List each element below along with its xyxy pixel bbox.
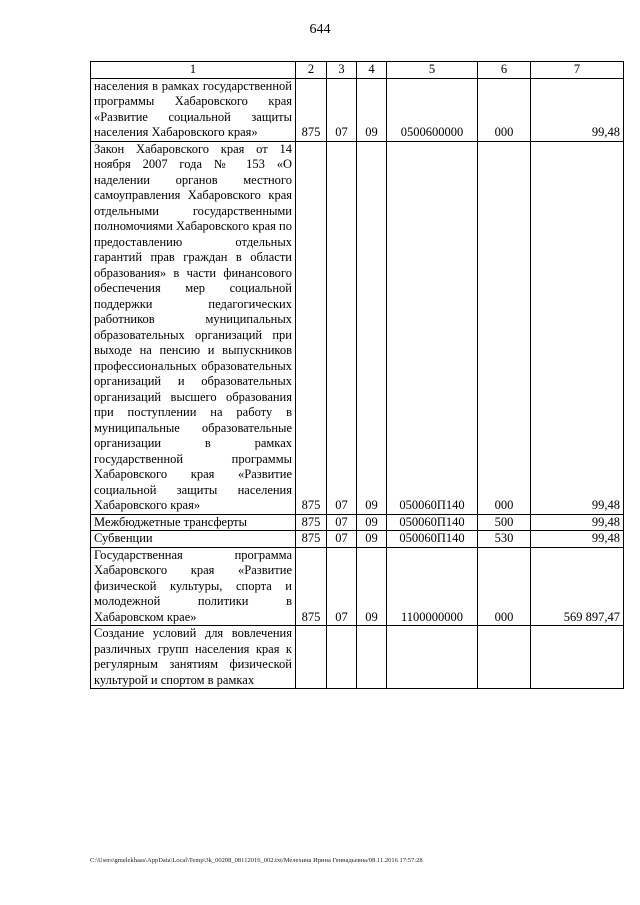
row-code-5: 050060П140 — [387, 514, 478, 531]
col-header-1: 1 — [91, 62, 296, 79]
row-code-5 — [387, 626, 478, 689]
row-amount: 99,48 — [531, 78, 624, 141]
row-code-6: 000 — [478, 547, 531, 626]
row-code-5: 0500600000 — [387, 78, 478, 141]
row-code-3: 07 — [327, 547, 357, 626]
col-header-6: 6 — [478, 62, 531, 79]
row-description: населения в рамках государственной программы Хабаровского края «Развитие социальной защиты населения Хабаровского края» — [91, 78, 296, 141]
col-header-5: 5 — [387, 62, 478, 79]
row-code-6 — [478, 626, 531, 689]
col-header-7: 7 — [531, 62, 624, 79]
row-code-3: 07 — [327, 531, 357, 548]
row-code-5: 050060П140 — [387, 141, 478, 514]
row-code-2: 875 — [296, 78, 327, 141]
row-code-2: 875 — [296, 141, 327, 514]
row-code-3 — [327, 626, 357, 689]
table-row — [91, 78, 624, 141]
row-amount — [531, 626, 624, 689]
row-code-6: 000 — [478, 78, 531, 141]
row-code-3: 07 — [327, 78, 357, 141]
row-description: Закон Хабаровского края от 14 ноября 2007 года № 153 «О наделении органов местного самоуправления Хабаровского края отдельными государственными полномочиями Хабаровского края по предоставлению отдельных гарантий прав граждан в области образования» в части финансового обеспечения мер социальной поддержки педагогических работников муниципальных образовательных организаций при выходе на пенсию и выпускников профессиональных образовательных организаций и образовательных организаций высшего образования при поступлении на работу в муниципальные образовательные организации в рамках государственной программы Хабаровского края «Развитие социальной защиты населения Хабаровского края» — [91, 141, 296, 514]
row-code-4: 09 — [357, 547, 387, 626]
table-row — [91, 514, 624, 531]
table-row — [91, 626, 624, 689]
row-code-5: 1100000000 — [387, 547, 478, 626]
row-code-2 — [296, 626, 327, 689]
page-number: 644 — [309, 22, 331, 37]
row-code-2: 875 — [296, 531, 327, 548]
file-path-footer: C:\Users\gmelekhaas\AppData\Local\Temp\3k_00208_08112016_002.txt/Мелехина Ирина Геннадьевна/08.11.2016 17:57:28 — [90, 857, 423, 864]
row-description: Субвенции — [91, 531, 296, 548]
row-code-3: 07 — [327, 514, 357, 531]
row-amount: 99,48 — [531, 141, 624, 514]
row-code-5: 050060П140 — [387, 531, 478, 548]
row-amount: 99,48 — [531, 514, 624, 531]
row-amount: 569 897,47 — [531, 547, 624, 626]
row-code-6: 500 — [478, 514, 531, 531]
col-header-3: 3 — [327, 62, 357, 79]
row-amount: 99,48 — [531, 531, 624, 548]
row-code-3: 07 — [327, 141, 357, 514]
row-description: Межбюджетные трансферты — [91, 514, 296, 531]
row-code-6: 000 — [478, 141, 531, 514]
col-header-4: 4 — [357, 62, 387, 79]
table-row — [91, 141, 624, 514]
row-code-4: 09 — [357, 141, 387, 514]
row-description: Создание условий для вовлечения различных групп населения края к регулярным занятиям физической культурой и спортом в рамках — [91, 626, 296, 689]
row-description: Государственная программа Хабаровского края «Развитие физической культуры, спорта и молодежной политики в Хабаровском крае» — [91, 547, 296, 626]
table-header-row — [91, 62, 624, 79]
row-code-2: 875 — [296, 514, 327, 531]
row-code-4: 09 — [357, 514, 387, 531]
col-header-2: 2 — [296, 62, 327, 79]
row-code-2: 875 — [296, 547, 327, 626]
row-code-4 — [357, 626, 387, 689]
row-code-4: 09 — [357, 78, 387, 141]
table-row — [91, 531, 624, 548]
row-code-6: 530 — [478, 531, 531, 548]
table-row — [91, 547, 624, 626]
row-code-4: 09 — [357, 531, 387, 548]
budget-table — [90, 61, 624, 689]
